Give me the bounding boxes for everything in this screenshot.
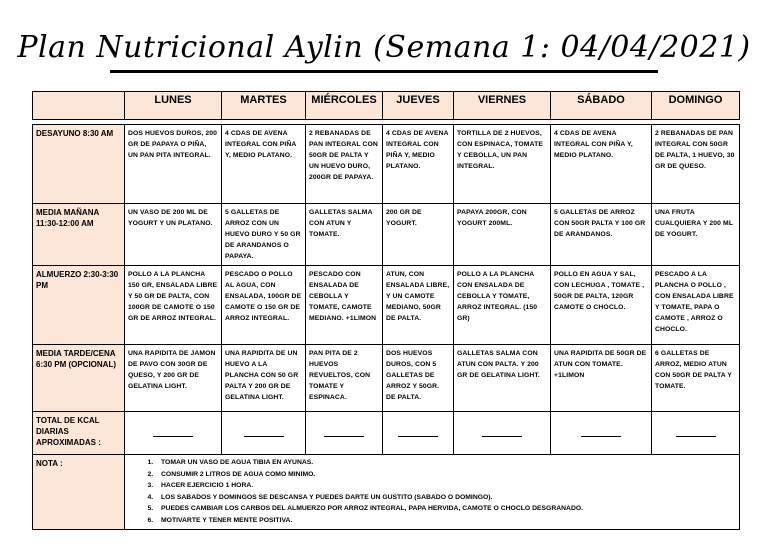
blank-line bbox=[398, 436, 438, 437]
meal-cell: 5 GALLETAS DE ARROZ CON 50GR PALTA Y 100 GR DE ARANDANOS. bbox=[551, 204, 652, 266]
meal-cell: 6 GALLETAS DE ARROZ, MEDIO ATUN CON 50GR DE PALTA Y TOMATE. bbox=[652, 345, 740, 412]
day-header: JUEVES bbox=[383, 92, 454, 120]
meal-label: MEDIA TARDE/CENA 6:30 PM (OPCIONAL) bbox=[33, 345, 125, 412]
header-row bbox=[33, 92, 740, 120]
meal-cell: UN VASO DE 200 ML DE YOGURT Y UN PLATANO. bbox=[125, 204, 222, 266]
meal-row-almuerzo bbox=[33, 266, 740, 345]
meal-cell: DOS HUEVOS DUROS, CON 5 GALLETAS DE ARROZ Y 50GR. DE PALTA. bbox=[383, 345, 454, 412]
meal-cell: 4 CDAS DE AVENA INTEGRAL CON PIÑA Y, MEDIO PLATANO. bbox=[551, 125, 652, 204]
total-kcal-row bbox=[33, 412, 740, 455]
meal-cell: POLLO A LA PLANCHA 150 GR, ENSALADA LIBRE Y 50 GR DE PALTA, CON 100GR DE CAMOTE O 150 GR DE ARROZ INTEGRAL. bbox=[125, 266, 222, 345]
meal-cell: TORTILLA DE 2 HUEVOS, CON ESPINACA, TOMATE Y CEBOLLA, UN PAN INTEGRAL. bbox=[454, 125, 551, 204]
meal-cell: PAN PITA DE 2 HUEVOS REVUELTOS, CON TOMATE Y ESPINACA. bbox=[306, 345, 383, 412]
day-header: DOMINGO bbox=[652, 92, 740, 120]
kcal-blank bbox=[222, 412, 306, 455]
meal-cell: UNA RAPIDITA DE JAMON DE PAVO CON 30GR DE QUESO, Y 200 GR DE GELATINA LIGHT. bbox=[125, 345, 222, 412]
day-header: SÁBADO bbox=[551, 92, 652, 120]
day-header: LUNES bbox=[125, 92, 222, 120]
kcal-blank bbox=[454, 412, 551, 455]
meal-cell: PESCADO A LA PLANCHA O POLLO , CON ENSALADA LIBRE Y TOMATE, PAPA O CAMOTE , ARROZ O CHOCLO. bbox=[652, 266, 740, 345]
meal-cell: PESCADO CON ENSALADA DE CEBOLLA Y TOMATE, CAMOTE MEDIANO. +1LIMON bbox=[306, 266, 383, 345]
page-title: Plan Nutricional Aylin (Semana 1: 04/04/2021) bbox=[17, 30, 751, 65]
note-item: 6. MOTIVARTE Y TENER MENTE POSITIVA. bbox=[155, 515, 735, 527]
blank-line bbox=[324, 436, 364, 437]
day-header: MIÉRCOLES bbox=[306, 92, 383, 120]
blank-line bbox=[676, 436, 716, 437]
notes-row bbox=[33, 455, 740, 530]
title-underline bbox=[110, 70, 658, 73]
meal-cell: DOS HUEVOS DUROS, 200 GR DE PAPAYA O PIÑA, UN PAN PITA INTEGRAL. bbox=[125, 125, 222, 204]
kcal-blank bbox=[125, 412, 222, 455]
kcal-blank bbox=[383, 412, 454, 455]
meal-cell: POLLO A LA PLANCHA CON ENSALADA DE CEBOLLA Y TOMATE, ARROZ INTEGRAL. (150 GR) bbox=[454, 266, 551, 345]
note-item: 3. HACER EJERCICIO 1 HORA. bbox=[155, 480, 735, 492]
note-item: 1. TOMAR UN VASO DE AGUA TIBIA EN AYUNAS. bbox=[155, 457, 735, 469]
meal-cell: UNA FRUTA CUALQUIERA Y 200 ML DE YOGURT. bbox=[652, 204, 740, 266]
meal-row-media-manana bbox=[33, 204, 740, 266]
meal-row-media-tarde bbox=[33, 345, 740, 412]
meal-cell: 4 CDAS DE AVENA INTEGRAL CON PIÑA Y, MEDIO PLATANO. bbox=[383, 125, 454, 204]
kcal-blank bbox=[652, 412, 740, 455]
meal-cell: UNA RAPIDITA DE UN HUEVO A LA PLANCHA CON 50 GR PALTA Y 200 GR DE GELATINA LIGHT. bbox=[222, 345, 306, 412]
nutrition-plan-table bbox=[32, 91, 740, 530]
meal-cell: GALLETAS SALMA CON ATUN Y TOMATE. bbox=[306, 204, 383, 266]
note-item: 5. PUEDES CAMBIAR LOS CARBOS DEL ALMUERZO POR ARROZ INTEGRAL, PAPA HERVIDA, CAMOTE O CHOCLO DESGRANADO. bbox=[155, 503, 735, 515]
blank-line bbox=[482, 436, 522, 437]
meal-cell: PESCADO O POLLO AL AGUA, CON ENSALADA, 100GR DE CAMOTE O 150 GR DE ARROZ INTEGRAL. bbox=[222, 266, 306, 345]
blank-line bbox=[244, 436, 284, 437]
meal-cell: 5 GALLETAS DE ARROZ CON UN HUEVO DURO Y 50 GR DE ARANDANOS O PAPAYA. bbox=[222, 204, 306, 266]
meal-cell: 200 GR DE YOGURT. bbox=[383, 204, 454, 266]
corner-cell bbox=[33, 92, 125, 120]
meal-label: DESAYUNO 8:30 AM bbox=[33, 125, 125, 204]
note-item: 4. LOS SABADOS Y DOMINGOS SE DESCANSA Y PUEDES DARTE UN GUSTITO (SABADO O DOMINGO). bbox=[155, 492, 735, 504]
meal-label: MEDIA MAÑANA 11:30-12:00 AM bbox=[33, 204, 125, 266]
blank-line bbox=[581, 436, 621, 437]
note-item: 2. CONSUMIR 2 LITROS DE AGUA COMO MINIMO. bbox=[155, 469, 735, 481]
meal-row-desayuno bbox=[33, 125, 740, 204]
notes-list bbox=[129, 457, 735, 527]
meal-cell: ATUN, CON ENSALADA LIBRE, Y UN CAMOTE MEDIANO, 50GR DE PALTA. bbox=[383, 266, 454, 345]
meal-cell: PAPAYA 200GR, CON YOGURT 200ML. bbox=[454, 204, 551, 266]
blank-line bbox=[153, 436, 193, 437]
meal-cell: GALLETAS SALMA CON ATUN CON PALTA. Y 200 GR DE GELATINA LIGHT. bbox=[454, 345, 551, 412]
meal-cell: POLLO EN AGUA Y SAL, CON LECHUGA , TOMATE , 50GR DE PALTA, 120GR CAMOTE O CHOCLO. bbox=[551, 266, 652, 345]
meal-cell: 4 CDAS DE AVENA INTEGRAL CON PIÑA Y, MEDIO PLATANO. bbox=[222, 125, 306, 204]
kcal-blank bbox=[551, 412, 652, 455]
meal-cell: UNA RAPIDITA DE 50GR DE ATUN CON TOMATE. +1LIMON bbox=[551, 345, 652, 412]
kcal-blank bbox=[306, 412, 383, 455]
day-header: VIERNES bbox=[454, 92, 551, 120]
meal-cell: 2 REBANADAS DE PAN INTEGRAL CON 50GR DE PALTA, 1 HUEVO, 30 GR DE QUESO. bbox=[652, 125, 740, 204]
day-header: MARTES bbox=[222, 92, 306, 120]
total-kcal-label: TOTAL DE KCAL DIARIAS APROXIMADAS : bbox=[33, 412, 125, 455]
meal-label: ALMUERZO 2:30-3:30 PM bbox=[33, 266, 125, 345]
meal-cell: 2 REBANADAS DE PAN INTEGRAL CON 50GR DE PALTA Y UN HUEVO DURO, 200GR DE PAPAYA. bbox=[306, 125, 383, 204]
notes-label: NOTA : bbox=[33, 455, 125, 530]
notes-list-cell bbox=[125, 455, 740, 530]
